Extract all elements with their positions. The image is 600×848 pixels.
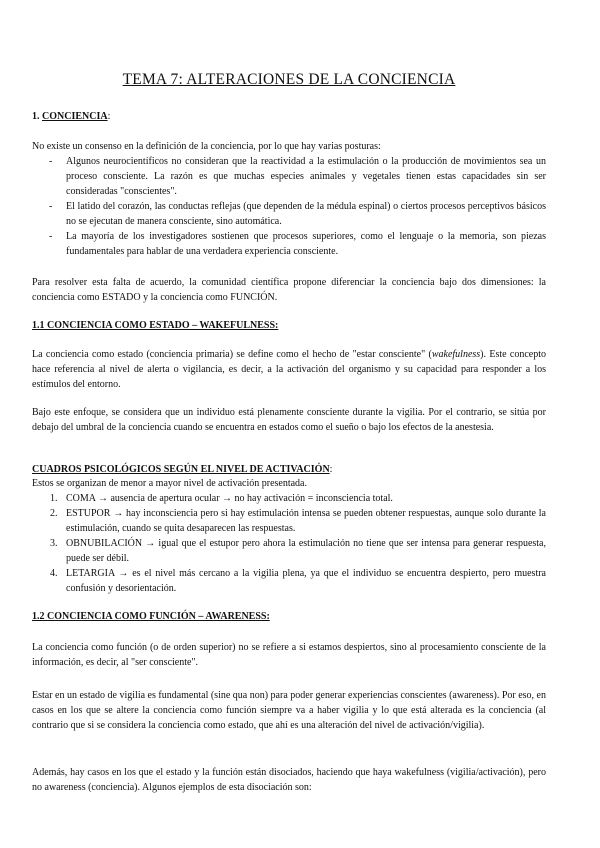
paragraph-text: La conciencia como estado (conciencia primaria) se define como el hecho de "estar consciente" ( xyxy=(32,349,432,360)
list-text: → es el nivel más cercano a la vigilia plena, ya que el individuo se encuentra despierto, pero muestra confusión y desorientación. xyxy=(66,568,546,594)
section-1-1-heading xyxy=(32,318,546,333)
list-number: 3. xyxy=(50,538,58,549)
section-1-bullet-list xyxy=(32,154,546,259)
section-1-2-title: 1.2 CONCIENCIA COMO FUNCIÓN – AWARENESS: xyxy=(32,611,270,622)
italic-term: wakefulness xyxy=(431,349,481,360)
bullet-item: - Algunos neurocientíficos no consideran que la reactividad a la estimulación o la producción de movimientos sea un proceso consciente. La razón es que muchas especies animales y vegetales tienen estas capacidades sin ser consideradas "conscientes". xyxy=(32,154,546,199)
list-item xyxy=(32,506,546,536)
section-1-1-paragraph-1 xyxy=(32,347,546,392)
list-term: ESTUPOR xyxy=(66,508,111,519)
list-term: COMA xyxy=(66,493,96,504)
section-1-suffix: : xyxy=(107,111,111,122)
section-1-2-paragraph-2: Estar en un estado de vigilia es fundamental (sine qua non) para poder generar experiencias conscientes (awareness). Por eso, en casos en los que se altere la conciencia como función siempre va a haber vigilia y lo que está alterada es la conciencia (al contrario que si se considera la conciencia como estado, que ahí es una alteración del nivel de activación/vigilia). xyxy=(32,690,546,731)
list-item xyxy=(32,536,546,566)
paragraph-text: ). Este concepto hace referencia al nivel de alerta o vigilancia, es decir, a la activación del organismo y su capacidad para responder a los estímulos del entorno. xyxy=(32,349,547,390)
section-1-heading xyxy=(32,109,546,124)
cuadros-numbered-list xyxy=(32,491,546,596)
document-title: TEMA 7: ALTERACIONES DE LA CONCIENCIA xyxy=(122,71,456,88)
list-number: 2. xyxy=(50,508,58,519)
section-1-1-title: 1.1 CONCIENCIA COMO ESTADO – WAKEFULNESS: xyxy=(32,320,279,331)
section-1-title: CONCIENCIA xyxy=(42,111,108,122)
cuadros-heading xyxy=(32,462,546,477)
cuadros-intro: Estos se organizan de menor a mayor nivel de activación presentada. xyxy=(32,478,307,489)
list-text: → hay inconsciencia pero si hay estimulación intensa se pueden obtener respuestas, aunque solo durante la estimulación, cuando se quita desaparecen las respuestas. xyxy=(66,508,546,534)
cuadros-title: CUADROS PSICOLÓGICOS SEGÚN EL NIVEL DE ACTIVACIÓN xyxy=(32,464,330,475)
list-term: OBNUBILACIÓN xyxy=(66,538,143,549)
section-1-1-paragraph-2: Bajo este enfoque, se considera que un individuo está plenamente consciente durante la vigilia. Por el contrario, se sitúa por debajo del umbral de la conciencia cuando se encuentra en estados como el sueño o bajo los efectos de la anestesia. xyxy=(32,407,546,433)
list-item xyxy=(32,491,546,506)
section-1-number: 1. xyxy=(32,111,42,122)
section-1-2-heading xyxy=(32,609,546,624)
list-item xyxy=(32,566,546,596)
section-1-2-paragraph-3: Además, hay casos en los que el estado y la función están disociados, haciendo que haya wakefulness (vigilia/activación), pero no awareness (conciencia). Algunos ejemplos de esta disociación son: xyxy=(32,767,546,793)
list-number: 4. xyxy=(50,568,58,579)
list-text: → ausencia de apertura ocular → no hay activación = inconsciencia total. xyxy=(95,493,393,504)
section-1-intro: No existe un consenso en la definición de la conciencia, por lo que hay varias posturas: xyxy=(32,141,381,152)
bullet-item: - El latido del corazón, las conductas reflejas (que dependen de la médula espinal) o ciertos procesos perceptivos básicos no se ejecutan de manera consciente, sino automática. xyxy=(32,199,546,229)
list-number: 1. xyxy=(50,493,58,504)
section-1-2-paragraph-1: La conciencia como función (o de orden superior) no se refiere a si estamos despiertos, sino al procesamiento consciente de la información, es decir, al "ser consciente". xyxy=(32,642,546,668)
list-text: → igual que el estupor pero ahora la estimulación no tiene que ser intensa para generar respuesta, puede ser débil. xyxy=(66,538,546,564)
section-1-dimensions: Para resolver esta falta de acuerdo, la comunidad científica propone diferenciar la conciencia bajo dos dimensiones: la conciencia como ESTADO y la conciencia como FUNCIÓN. xyxy=(32,277,546,303)
bullet-item: - La mayoría de los investigadores sostienen que procesos superiores, como el lenguaje o la memoria, son piezas fundamentales para hablar de una verdadera experiencia consciente. xyxy=(32,229,546,259)
list-term: LETARGIA xyxy=(66,568,115,579)
cuadros-suffix: : xyxy=(329,464,333,475)
